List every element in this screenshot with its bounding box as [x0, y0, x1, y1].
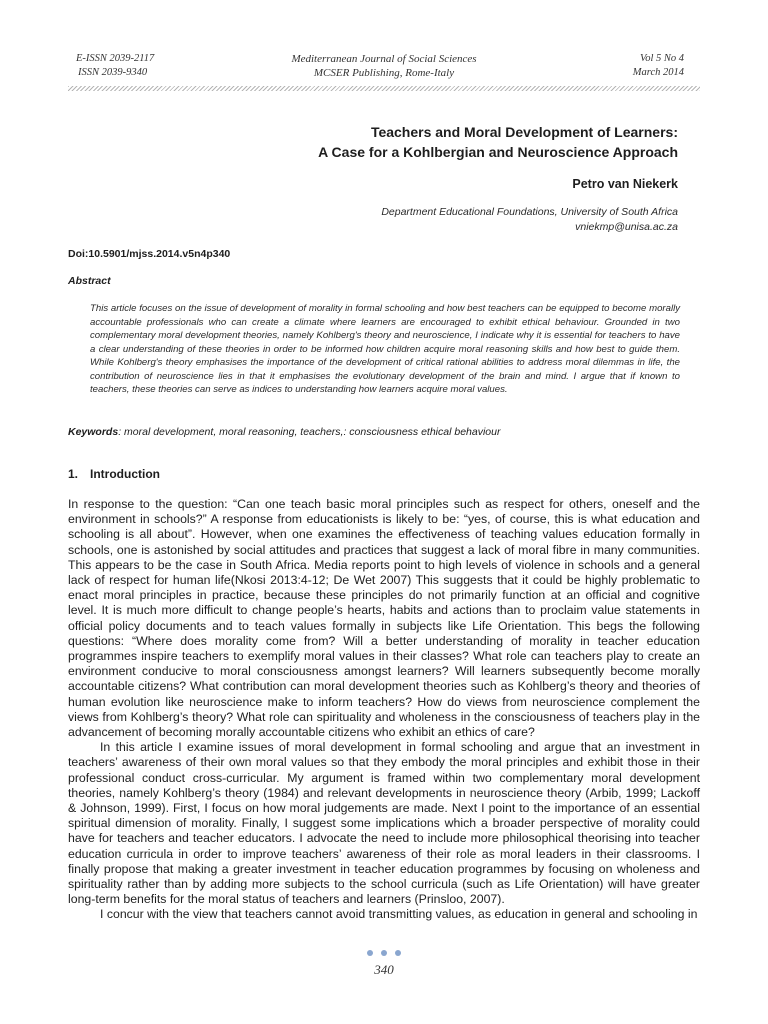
volume-text: Vol 5 No 4	[639, 53, 684, 64]
page-number: 340	[374, 962, 394, 977]
date-text: March 2014	[632, 67, 684, 78]
doi-text: Doi:10.5901/mjss.2014.v5n4p340	[68, 248, 231, 260]
footer-dot	[367, 950, 373, 956]
body-paragraph-1: In response to the question: “Can one teach basic moral principles such as respect for others, oneself and the environment in schools?” A response from educationists is likely to be: “yes, of course, this is what education and schooling is all about”. However, when one examines the effectiveness of teaching values education formally in schools, one is astonished by social attitudes and practices that suggest a lack of moral fibre in many communities. This appears to be the case in South Africa. Media reports point to high levels of violence in schools and a general lack of respect for human life(Nkosi 2013:4-12; De Wet 2007) This suggests that it could be highly problematic to enact moral principles in practice, because these principles do not primarily function at an official and cognitive level. It is much more difficult to change people’s hearts, habits and actions than to proclaim value statements in official policy documents and to teach values formally in subjects like Life Orientation. This begs the following questions: “Where does morality come from? Will a better understanding of morality in teacher education programmes inspire teachers to exemplify moral values in their classes? What role can teachers play to create an environment conducive to moral consciousness amongst learners? Will learners subsequently become morally accountable citizens? What contribution can moral development theories such as Kohlberg’s theory and theories of human evolution like neuroscience make to inform teachers? How do views from neuroscience complement the views from Kohlberg’s theory? What role can spirituality and wholeness in the consciousness of teachers play in the advancement of becoming morally accountable citizens who exhibit an ethics of care?	[68, 497, 700, 740]
author-affiliation	[381, 205, 678, 235]
header-divider	[68, 86, 700, 91]
keywords-label: Keywords	[68, 426, 119, 438]
eissn-text: E-ISSN 2039-2117	[76, 53, 155, 64]
article-title	[78, 122, 678, 162]
section-title: Introduction	[90, 467, 160, 481]
header-volume-block	[633, 52, 684, 80]
abstract-heading: Abstract	[68, 275, 111, 287]
title-line-2: A Case for a Kohlbergian and Neuroscience Approach	[318, 144, 678, 160]
keywords-line	[68, 425, 708, 439]
body-paragraph-2: In this article I examine issues of moral development in formal schooling and argue that an investment in teachers’ awareness of their own moral values so that they embody the moral principles and exhibit those in their professional conduct cross-curricular. My argument is framed within two complementary moral development theories, namely Kohlberg’s theory (1984) and relevant developments in neuroscience theory (Arbib, 1999; Lackoff & Johnson, 1999). First, I focus on how moral judgements are made. Next I point to the importance of an essential spiritual dimension of morality. Finally, I suggest some implications which a broader perspective of morality could have for teachers and teacher educators. I advocate the need to include more philosophical theorising into teacher education curricula in order to improve teachers’ awareness of their role as moral leaders in their classrooms. I finally propose that making a greater investment in teacher education programmes by focusing on wholeness and spirituality rather than by adding more subjects to the school curricula (such as Life Orientation) will have greater long-term benefits for the moral status of teachers and learners (Prinsloo, 2007).	[68, 740, 700, 907]
journal-name: Mediterranean Journal of Social Sciences	[291, 53, 477, 65]
footer-dot	[381, 950, 387, 956]
body-text	[68, 497, 700, 923]
body-paragraph-3: I concur with the view that teachers cannot avoid transmitting values, as education in general and schooling in	[100, 907, 698, 922]
section-heading	[68, 467, 160, 481]
footer-ornament	[0, 950, 768, 956]
title-line-1: Teachers and Moral Development of Learners:	[370, 124, 678, 140]
footer-dot	[395, 950, 401, 956]
section-number: 1.	[68, 467, 79, 481]
author-name: Petro van Niekerk	[572, 177, 678, 191]
keywords-text: : moral development, moral reasoning, teachers,: consciousness ethical behaviour	[118, 426, 501, 438]
issn-text: ISSN 2039-9340	[78, 67, 148, 78]
author-email: vniekmp@unisa.ac.za	[575, 221, 678, 233]
publisher-name: MCSER Publishing, Rome-Italy	[313, 67, 455, 79]
abstract-text: This article focuses on the issue of development of morality in formal schooling and how best teachers can be equipped to become morally accountable professionals who can create a climate where learners are encouraged to exhibit ethical behaviour. Grounded in two complementary moral development theories, namely Kohlberg's theory and neuroscience, I indicate why it is essential for teachers to have a clear understanding of these theories in order to be informed how children acquire moral reasoning skills and how best to guide them. While Kohlberg's theory emphasises the importance of the development of critical rational abilities to address moral dilemmas in life, the contribution of neuroscience lies in that it emphasises the evolutionary development of the brain and mind. I argue that if known to teachers, these theories can serve as indices to understanding how learners acquire moral values.	[90, 303, 680, 395]
affiliation-text: Department Educational Foundations, University of South Africa	[381, 206, 678, 218]
